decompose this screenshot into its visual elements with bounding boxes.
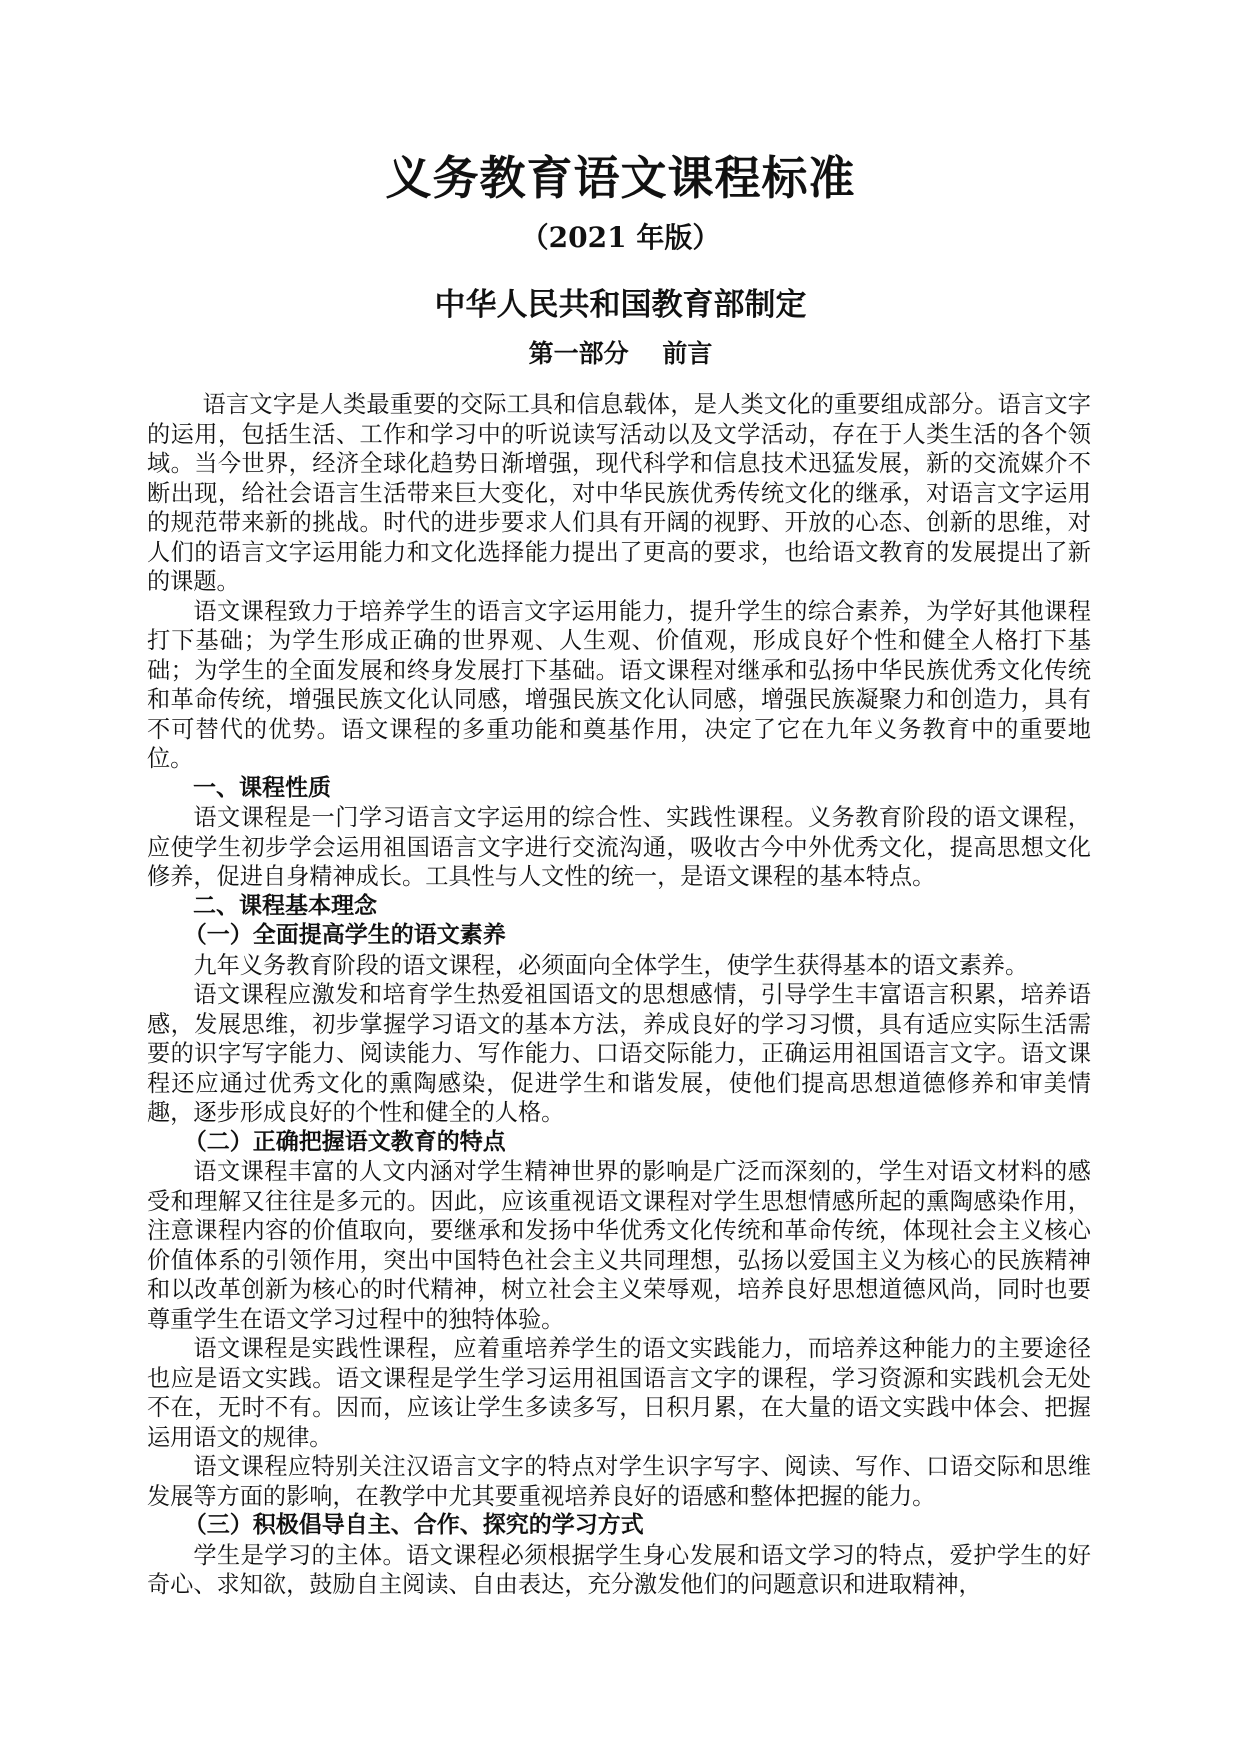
subsection-heading: （二）正确把握语文教育的特点 [183,1128,506,1155]
issuer-line: 中华人民共和国教育部制定 [434,287,807,323]
document-body [147,390,1091,1600]
subsection-heading: （一）全面提高学生的语文素养 [183,922,506,948]
body-paragraph: 语文课程丰富的人文内涵对学生精神世界的影响是广泛而深刻的，学生对语文材料的感受和理解又往往是多元的。因此，应该重视语文课程对学生思想情感所起的熏陶感染作用，注意课程内容的价值取向，要继承和发扬中华优秀文化传统和革命传统，体现社会主义核心价值体系的引领作用，突出中国特色社会主义共同理想，弘扬以爱国主义为核心的民族精神和以改革创新为核心的时代精神，树立社会主义荣辱观，培养良好思想道德风尚，同时也要尊重学生在语文学习过程中的独特体验。 [147,1158,1091,1333]
subsection-heading: （三）积极倡导自主、合作、探究的学习方式 [183,1512,644,1538]
body-paragraph: 学生是学习的主体。语文课程必须根据学生身心发展和语文学习的特点，爱护学生的好奇心、求知欲，鼓励自主阅读、自由表达，充分激发他们的问题意识和进取精神， [147,1541,1091,1598]
edition-label: （2021 年版） [520,221,721,254]
body-paragraph: 语文课程是一门学习语言文字运用的综合性、实践性课程。义务教育阶段的语文课程，应使学生初步学会运用祖国语言文字进行交流沟通，吸收古今中外优秀文化，提高思想文化修养，促进自身精神成长。工具性与人文性的统一，是语文课程的基本特点。 [147,804,1091,890]
body-paragraph: 语文课程致力于培养学生的语言文字运用能力，提升学生的综合素养，为学好其他课程打下基础；为学生形成正确的世界观、人生观、价值观，形成良好个性和健全人格打下基础；为学生的全面发展和终身发展打下基础。语文课程对继承和弘扬中华民族优秀文化传统和革命传统，增强民族文化认同感，增强民族文化认同感，增强民族凝聚力和创造力，具有不可替代的优势。语文课程的多重功能和奠基作用，决定了它在九年义务教育中的重要地位。 [147,597,1091,772]
body-paragraph: 语文课程应激发和培育学生热爱祖国语文的思想感情，引导学生丰富语言积累，培养语感，发展思维，初步掌握学习语文的基本方法，养成良好的学习习惯，具有适应实际生活需要的识字写字能力、阅读能力、写作能力、口语交际能力，正确运用祖国语言文字。语文课程还应通过优秀文化的熏陶感染，促进学生和谐发展，使他们提高思想道德修养和审美情趣，逐步形成良好的个性和健全的人格。 [147,981,1091,1126]
body-paragraph: 语文课程是实践性课程，应着重培养学生的语文实践能力，而培养这种能力的主要途径也应是语文实践。语文课程是学生学习运用祖国语言文字的课程，学习资源和实践机会无处不在，无时不有。因而，应该让学生多读多写，日积月累，在大量的语文实践中体会、把握运用语文的规律。 [147,1335,1091,1451]
part-heading: 第一部分 前言 [528,339,713,368]
document-title: 义务教育语文课程标准 [385,151,856,205]
section-heading: 二、课程基本理念 [193,892,377,919]
body-paragraph: 九年义务教育阶段的语文课程，必须面向全体学生，使学生获得基本的语文素养。 [193,951,1029,979]
section-heading: 一、课程性质 [193,774,331,801]
body-paragraph: 语言文字是人类最重要的交际工具和信息载体，是人类文化的重要组成部分。语言文字的运用，包括生活、工作和学习中的听说读写活动以及文学活动，存在于人类生活的各个领域。当今世界，经济全球化趋势日渐增强，现代科学和信息技术迅猛发展，新的交流媒介不断出现，给社会语言生活带来巨大变化，对中华民族优秀传统文化的继承，对语言文字运用的规范带来新的挑战。时代的进步要求人们具有开阔的视野、开放的心态、创新的思维，对人们的语言文字运用能力和文化选择能力提出了更高的要求，也给语文教育的发展提出了新的课题。 [147,391,1091,595]
body-paragraph: 语文课程应特别关注汉语言文字的特点对学生识字写字、阅读、写作、口语交际和思维发展等方面的影响，在教学中尤其要重视培养良好的语感和整体把握的能力。 [147,1453,1091,1510]
